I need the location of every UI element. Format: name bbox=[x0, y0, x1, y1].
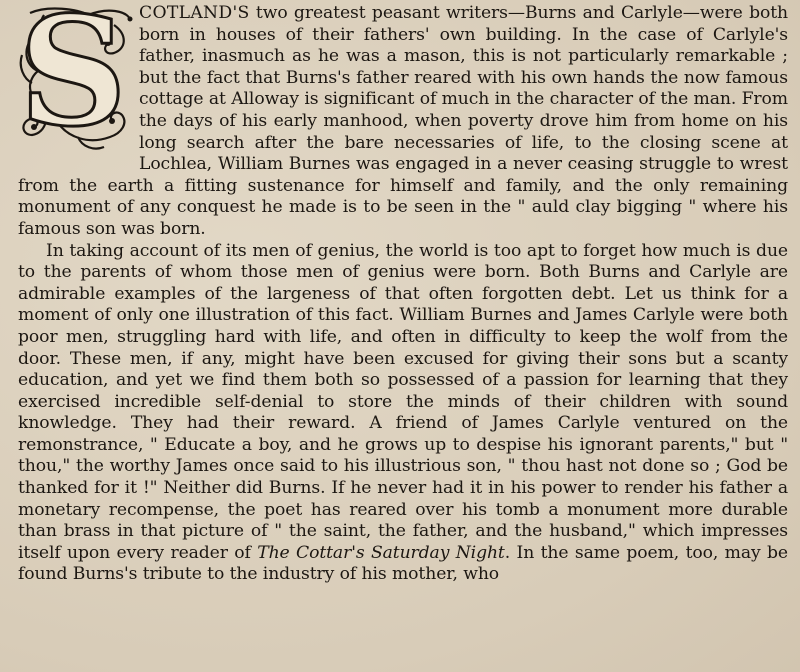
paragraph-2-text: In taking account of its men of genius, the world is too apt to forget how much is due to the parents of whom those men of genius were born. Both Burns and Carlyle are admirable examples of the largeness of that often forgotten debt. Let us think for a moment of only one illustration of this fact. William Burnes and James Carlyle were both poor men, struggling hard with life, and often in difficulty to keep the wolf from the door. These men, if any, might have been excused for giving their sons but a scanty education, and yet we find them both so possessed of a passion for learning that they exercised incredible self-denial to store the minds of their children with sound knowledge. They had their reward. A friend of James Carlyle ventured on the remonstrance, " Educate a boy, and he grows up to despise his ignorant parents," but " thou," the worthy James once said to his illustrious son, " thou hast not done so ; God be thanked for it !" Neither did Burns. If he never had it in his power to render his father a monetary recompense, the poet has reared over his tomb a monument more durable than brass in that picture of " the saint, the father, and the husband," which impresses itself upon every reader of bbox=[18, 240, 788, 563]
paragraph-1-text: two greatest peasant writers—Burns and Carlyle—were both born in houses of their fathers' own building. In the case of Carlyle's father, inasmuch as he was a mason, this is not particularly remarkable ; but the fact that Burns's father reared with his own hands the now famous cottage at Alloway is significant of much in the character of the man. From the days of his early manhood, when poverty drove him from home on his long search after the bare necessaries of life, to the closing scene at Lochlea, William Burnes was engaged in a never ceasing struggle to wrest from the earth a fitting sustenance for himself and family, and the only remaining monument of any conquest he made is to be seen in the " auld clay bigging " where his famous son was born. bbox=[18, 3, 788, 239]
dropcap-letter: S bbox=[18, 0, 128, 160]
poem-title: The Cottar's Saturday Night bbox=[257, 542, 505, 563]
paragraph-1 bbox=[18, 3, 788, 241]
paragraph-1-lead-word: COTLAND'S bbox=[139, 3, 250, 23]
ornamental-dropcap bbox=[18, 0, 133, 160]
paragraph-2 bbox=[18, 241, 788, 587]
paragraph-2-text-end: . In the same poem, too, may be found Burns's tribute to the industry of his mother, who bbox=[18, 542, 788, 585]
